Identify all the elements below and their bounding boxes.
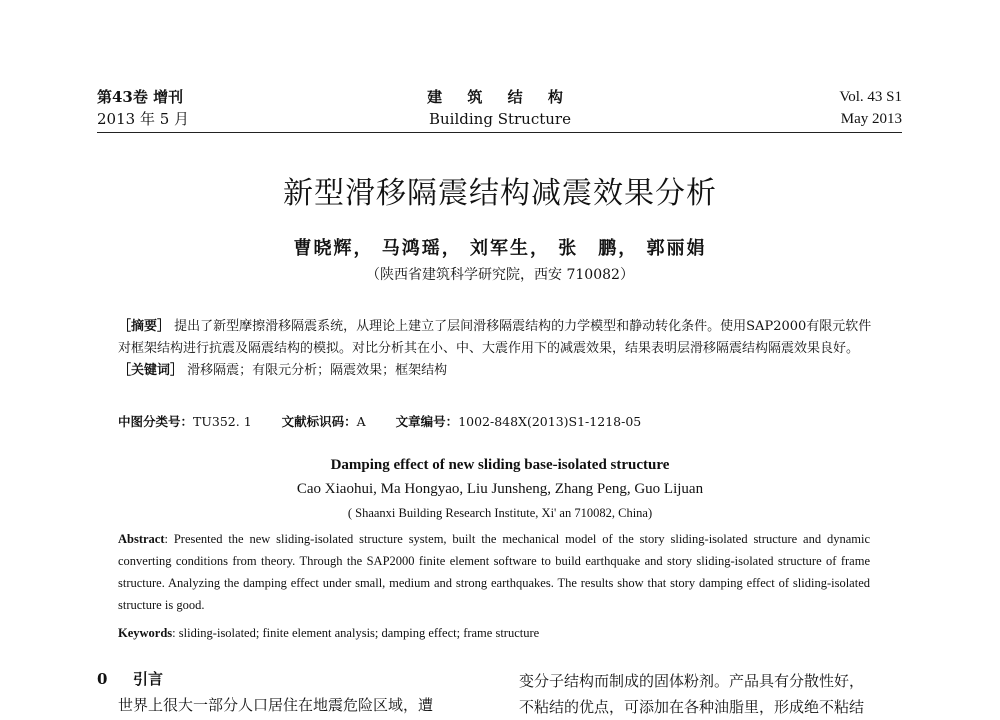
- section-number: 0: [97, 670, 108, 688]
- article-number: 文章编号：1002-848X(2013)S1-1218-05: [395, 414, 642, 429]
- paper-title: 新型滑移隔震结构减震效果分析: [283, 176, 717, 211]
- publication-date-cn: 2013 年 5 月: [97, 110, 190, 128]
- volume-en: Vol. 43 S1: [839, 89, 902, 105]
- abstract-cn-paragraph: [118, 316, 880, 360]
- english-abstract: [118, 528, 870, 616]
- english-keywords-label: Keywords: [118, 626, 173, 640]
- section-title: 引言: [133, 670, 164, 688]
- author-list: 曹晓辉， 马鸿瑶， 刘军生， 张 鹏， 郭丽娟: [293, 238, 707, 259]
- abstract-cn-text: 提出了新型摩擦滑移隔震系统，从理论上建立了层间滑移隔震结构的力学模型和静动转化条件。使用SAP2000有限元软件对框架结构进行抗震及隔震结构的模拟。对比分析其在小、中、大震作用下的减震效果，结果表明层滑移隔震结构隔震效果良好。: [118, 319, 872, 356]
- body-text-right: [519, 668, 904, 720]
- body-right-line: 变分子结构而制成的固体粉剂。产品具有分散性好，: [519, 672, 865, 690]
- journal-name-en: Building Structure: [429, 110, 571, 128]
- journal-volume-en: [839, 86, 902, 130]
- document-code: 文献标识码：A: [281, 414, 366, 429]
- keywords-cn: [118, 360, 880, 382]
- english-keywords: [118, 626, 539, 641]
- abstract-cn: [118, 316, 880, 382]
- publication-date-en: May 2013: [840, 111, 902, 127]
- classification-line: [118, 412, 667, 430]
- volume-issue: 第43卷 增刊: [97, 88, 184, 106]
- abstract-cn-label: ［摘要］: [118, 319, 171, 334]
- journal-name: [400, 86, 600, 130]
- journal-volume-info: [97, 86, 189, 130]
- english-abstract-label: Abstract: [118, 532, 165, 546]
- clc-number: 中图分类号：TU352. 1: [118, 414, 252, 429]
- affiliation: （陕西省建筑科学研究院，西安 710082）: [366, 267, 634, 283]
- english-abstract-text: : Presented the new sliding-isolated structure system, built the mechanical model of the story sliding-isolated structure and dynamic converting conditions from theory. Through the SAP2000 finite element software to build earthquake and story sliding-isolated structure of frame structure. Analyzing the damping effect under small, medium and strong earthquakes. The results show that story damping effect of sliding-isolated structure is good.: [118, 532, 870, 612]
- english-keywords-text: : sliding-isolated; finite element analysis; damping effect; frame structure: [172, 626, 540, 640]
- keywords-cn-label: ［关键词］: [118, 363, 184, 378]
- journal-name-cn: 建 筑 结 构: [427, 88, 573, 106]
- body-text-left: 世界上很大一部分人口居住在地震危险区域，遭: [118, 696, 434, 714]
- english-authors: Cao Xiaohui, Ma Hongyao, Liu Junsheng, Zhang Peng, Guo Lijuan: [296, 481, 704, 497]
- english-affiliation: ( Shaanxi Building Research Institute, Xi' an 710082, China): [347, 506, 653, 520]
- body-right-line: 不粘结的优点，可添加在各种油脂里，形成绝不粘结: [519, 698, 865, 716]
- header-divider: [97, 132, 902, 133]
- english-title: Damping effect of new sliding base-isolated structure: [330, 457, 670, 473]
- keywords-cn-text: 滑移隔震；有限元分析；隔震效果；框架结构: [183, 363, 448, 378]
